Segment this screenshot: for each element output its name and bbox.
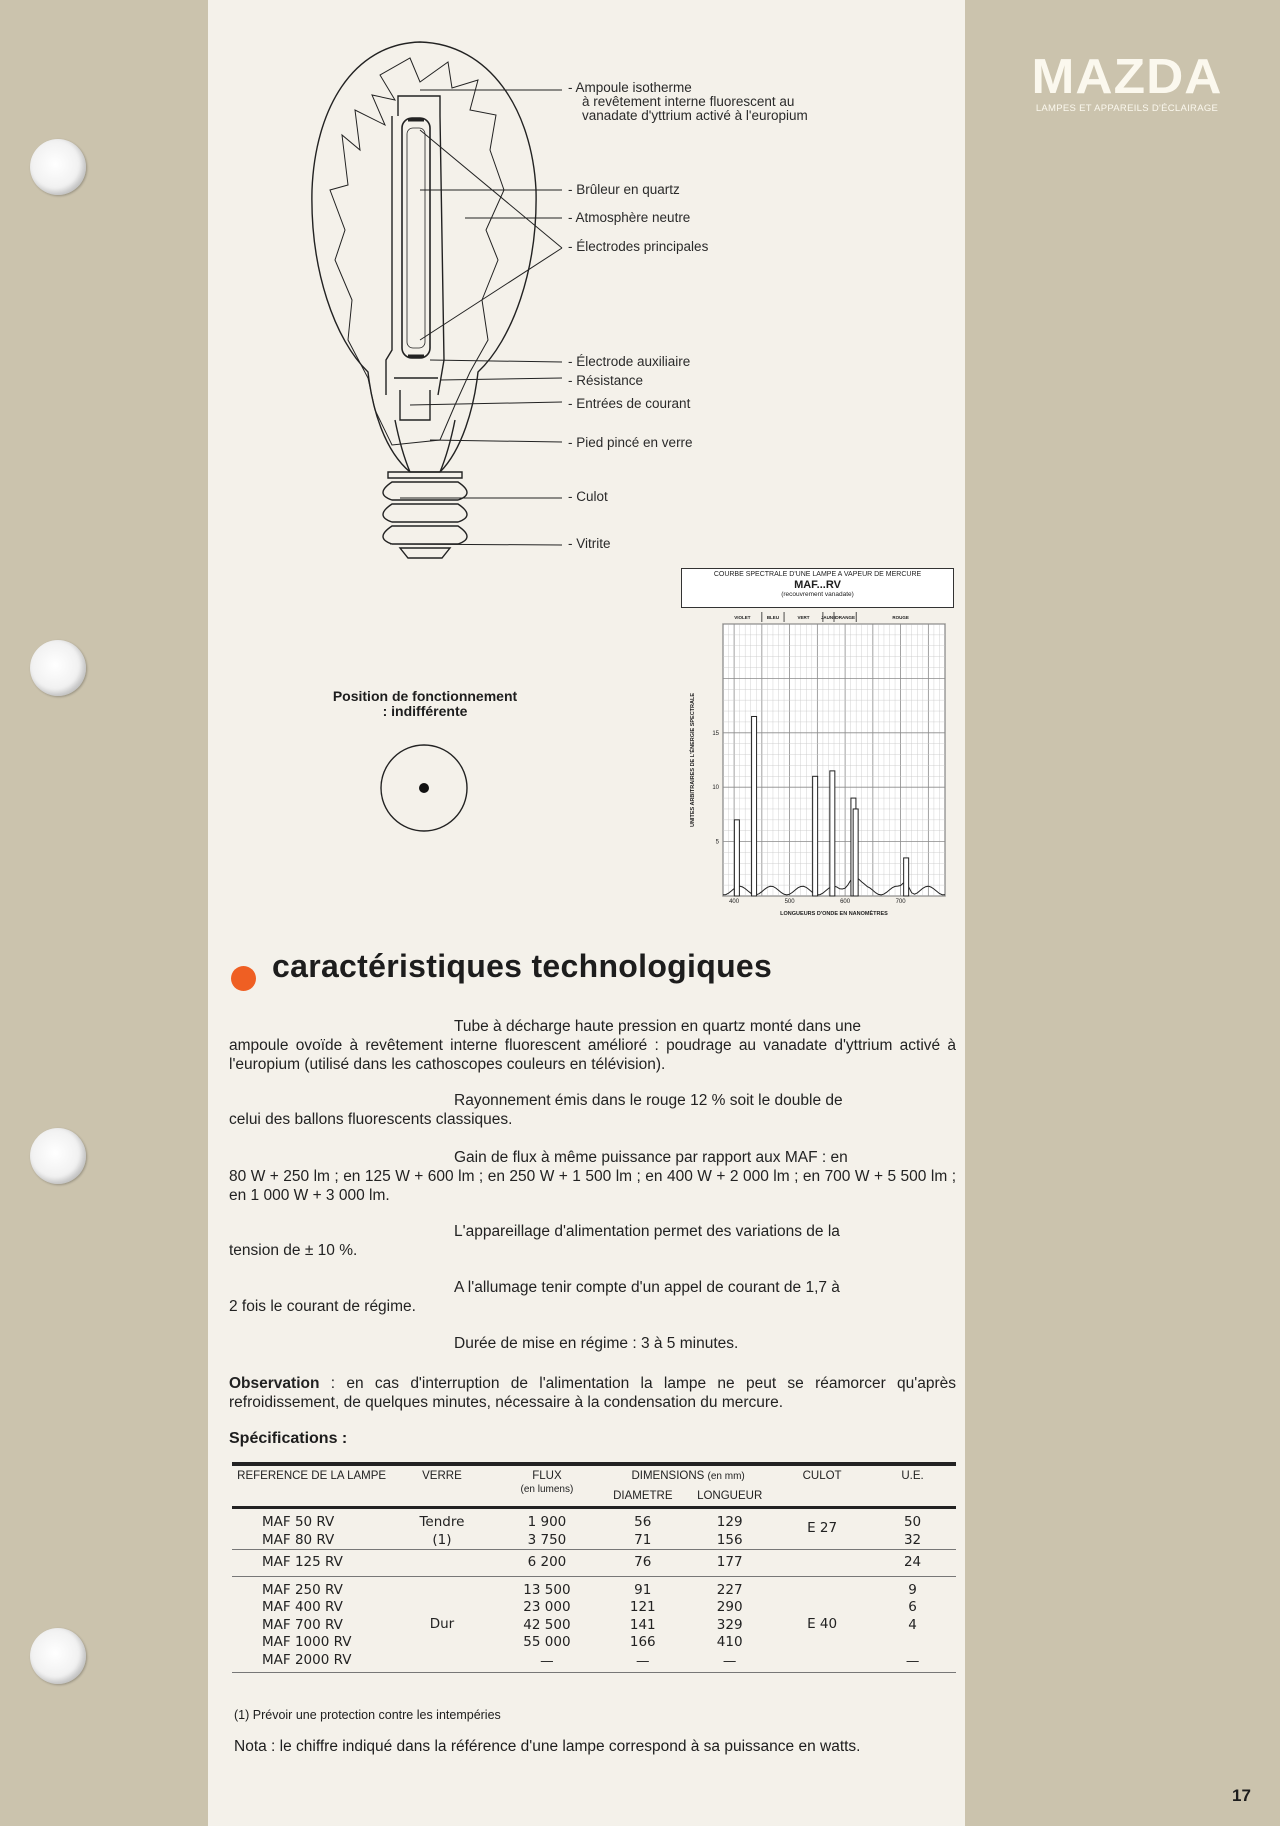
footnote: (1) Prévoir une protection contre les intempéries	[234, 1708, 501, 1722]
table-row: MAF 700 RV 42 500 141 329 4	[262, 1616, 917, 1633]
nota: Nota : le chiffre indiqué dans la référence d'une lampe correspond à sa puissance en watts.	[234, 1738, 861, 1755]
section-bullet	[231, 966, 256, 991]
col-culot: CULOT	[802, 1470, 842, 1482]
table-row: MAF 400 RV 23 000 121 290 6	[262, 1599, 917, 1615]
color-band-label: ROUGE	[892, 615, 909, 620]
y-axis-label: UNITES ARBITRAIRES DE L'ÉNERGIE SPECTRALE	[690, 692, 696, 828]
x-tick-label: 700	[895, 899, 906, 905]
callout-bruleur: - Brûleur en quartz	[568, 182, 680, 197]
emission-line-bar	[853, 809, 858, 896]
color-band-label: BLEU	[766, 615, 780, 620]
table-row: MAF 125 RV 6 200 76 177 24	[232, 1550, 956, 1577]
paragraph: Gain de flux à même puissance par rapport aux MAF : en 80 W + 250 lm ; en 125 W + 600 lm ; en 250 W + 1 500 lm ; en 400 W + 2 000 lm ; en 700 W + 5 500 lm ; en 1 000 W + 3 000 lm.	[229, 1149, 956, 1204]
paragraph: Durée de mise en régime : 3 à 5 minutes.	[454, 1335, 739, 1352]
col-flux: FLUX (en lumens)	[520, 1470, 574, 1495]
callout-vitrite: - Vitrite	[568, 536, 611, 551]
emission-line-bar	[813, 776, 818, 896]
brand-tagline: LAMPES ET APPAREILS D'ÉCLAIRAGE	[1035, 103, 1219, 114]
emission-line-bar	[830, 771, 835, 896]
callout-culot: - Culot	[568, 489, 608, 504]
section-title: caractéristiques technologiques	[272, 948, 773, 984]
chart-title-box	[681, 568, 954, 608]
spec-table	[232, 1462, 956, 1673]
table-row: MAF 1000 RV 55 000 166 410	[262, 1634, 743, 1650]
y-tick-label: 15	[712, 730, 719, 737]
x-tick-label: 400	[729, 899, 740, 905]
spec-title: Spécifications :	[229, 1430, 348, 1447]
paragraph: A l'allumage tenir compte d'un appel de courant de 1,7 à 2 fois le courant de régime.	[229, 1279, 840, 1315]
table-row: MAF 2000 RV — — — —	[232, 1652, 956, 1673]
table-row: MAF 50 RV Tendre 1 900 56 129 E 27 50	[232, 1508, 956, 1532]
paragraph: Rayonnement émis dans le rouge 12 % soit le double de celui des ballons fluorescents classiques.	[229, 1092, 843, 1128]
color-band-label: JAUNE	[820, 615, 837, 620]
col-longueur: LONGUEUR	[697, 1490, 763, 1502]
chart-model: MAF...RV	[794, 579, 841, 591]
table-row: MAF 250 RV Dur 13 500 91 227 E 40 9	[262, 1581, 917, 1632]
col-ue: U.E.	[901, 1470, 924, 1482]
spectral-chart	[678, 608, 958, 924]
y-tick-label: 5	[715, 839, 719, 846]
chart-title: COURBE SPECTRALE D'UNE LAMPE A VAPEUR DE MERCURE	[713, 571, 922, 578]
col-ref: REFERENCE DE LA LAMPE	[237, 1470, 387, 1482]
emission-line-bar	[752, 716, 757, 896]
paragraph: L'appareillage d'alimentation permet des variations de la tension de ± 10 %.	[229, 1223, 840, 1259]
callout-electrodes: - Électrodes principales	[568, 239, 709, 254]
callout-pied: - Pied pincé en verre	[568, 435, 693, 450]
col-diametre: DIAMETRE	[613, 1490, 673, 1502]
col-verre: VERRE	[422, 1470, 462, 1482]
y-tick-label: 10	[712, 785, 719, 792]
x-tick-label: 600	[840, 899, 851, 905]
brand-logo: MAZDA	[1031, 50, 1223, 104]
callout-atmosphere: - Atmosphère neutre	[568, 210, 691, 225]
callout-resistance: - Résistance	[568, 373, 644, 388]
chart-subtitle: (recouvrement vanadate)	[781, 591, 854, 598]
paragraph: Tube à décharge haute pression en quartz monté dans une ampoule ovoïde à revêtement interne fluorescent amélioré : poudrage au vanadate d'yttrium activé à l'europium (utilisé dans les cathoscopes couleurs en télévision).	[229, 1018, 956, 1073]
col-dimensions: DIMENSIONS (en mm)	[631, 1470, 745, 1482]
color-band-label: ORANGE	[835, 615, 855, 620]
emission-line-bar	[904, 858, 909, 896]
page-number: 17	[1232, 1786, 1251, 1805]
position-dot	[419, 783, 429, 793]
emission-line-bar	[734, 820, 739, 896]
position-title: Position de fonctionnement : indifférente	[332, 688, 518, 719]
observation: Observation : en cas d'interruption de l'alimentation la lampe ne peut se réamorcer qu'après refroidissement, de quelques minutes, nécessaire à la condensation du mercure.	[229, 1375, 956, 1411]
x-axis-label: LONGUEURS D'ONDE EN NANOMÈTRES	[780, 911, 888, 917]
x-tick-label: 500	[784, 899, 795, 905]
color-band-label: VERT	[797, 615, 810, 620]
table-row: MAF 80 RV (1) 3 750 71 156 32	[262, 1531, 922, 1548]
callout-electrode-aux: - Électrode auxiliaire	[568, 354, 691, 369]
callout-ampoule: - Ampoule isotherme à revêtement interne fluorescent au vanadate d'yttrium activé à l'europium	[568, 80, 808, 123]
color-band-label: VIOLET	[734, 615, 751, 620]
callout-entrees: - Entrées de courant	[568, 396, 691, 411]
